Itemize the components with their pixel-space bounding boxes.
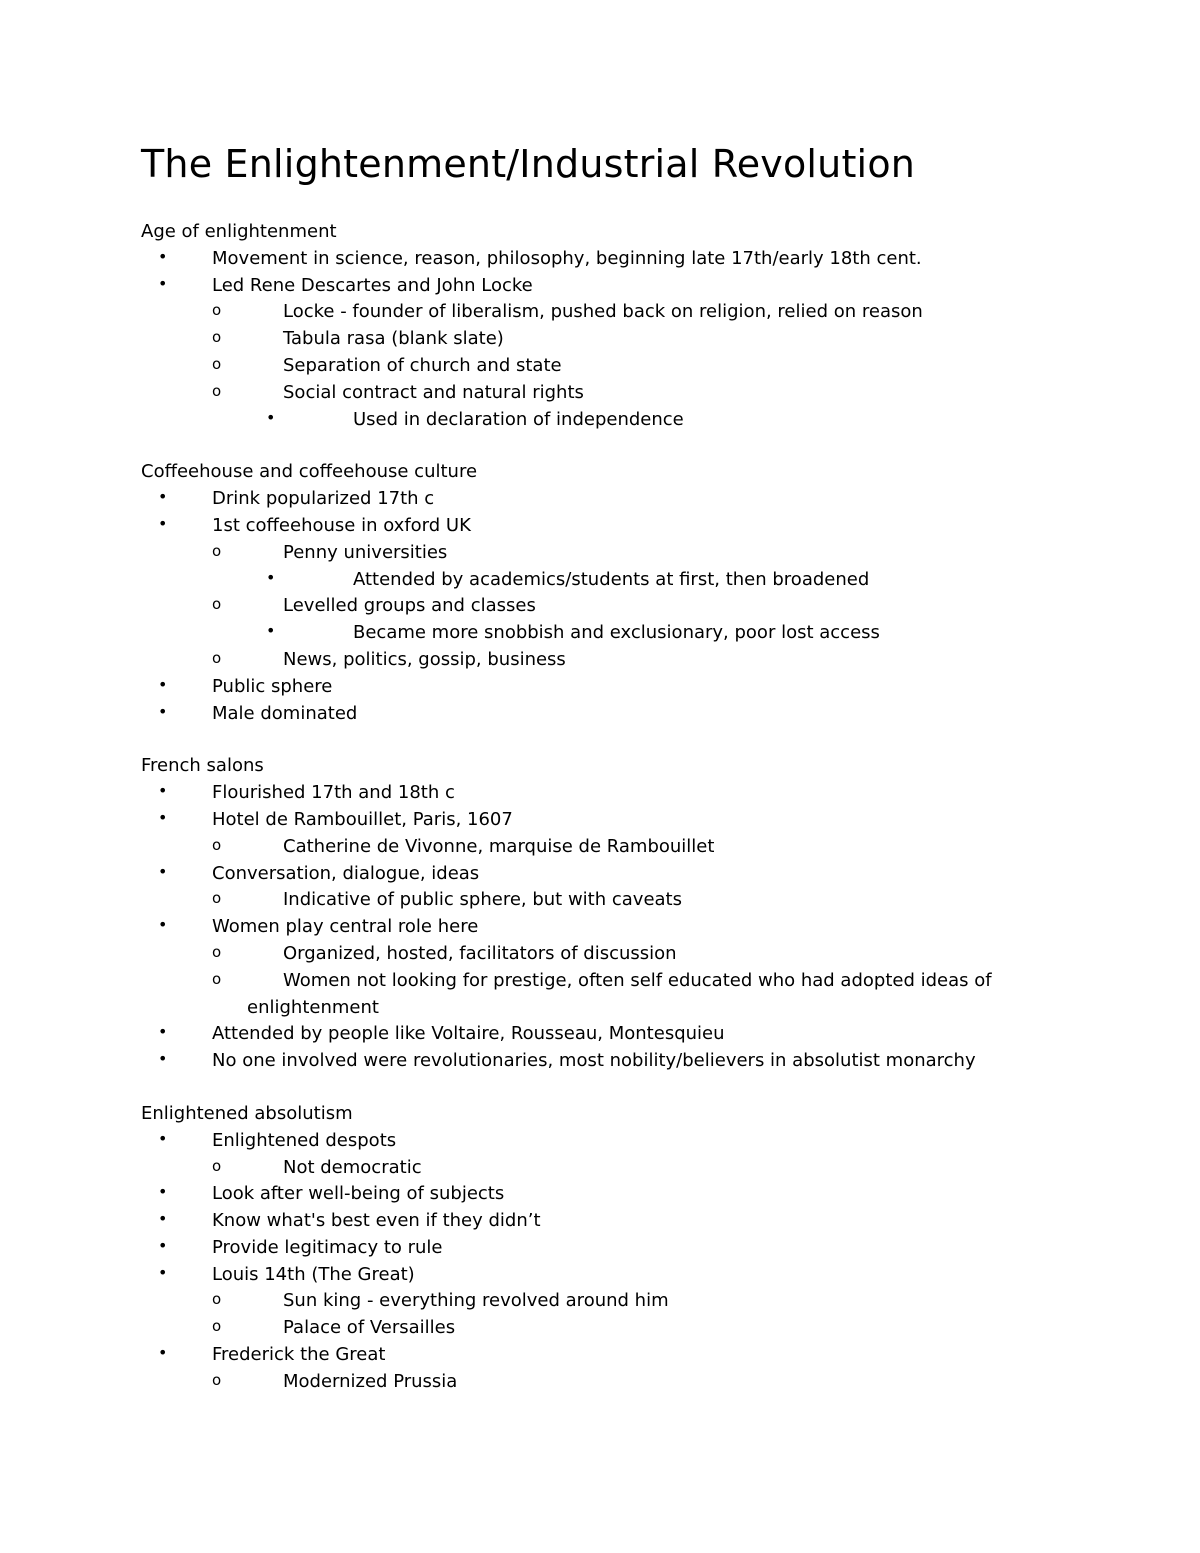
list-item [141,593,1041,620]
page-title: The Enlightenment/Industrial Revolution [141,142,916,186]
list-item [141,540,1041,567]
list-item-text: Male dominated [212,702,358,724]
section [141,219,1041,433]
list-item [141,353,1041,380]
list-item-text: Became more snobbish and exclusionary, poor lost access [353,622,880,644]
list-item-text: Used in declaration of independence [353,408,684,430]
list-item [141,513,1041,540]
bullet-icon: • [158,674,168,694]
bullet-list [141,1128,1041,1396]
list-item [141,273,1041,300]
notes-body [141,219,1041,1396]
list-item-text: Know what's best even if they didn’t [212,1210,541,1232]
list-item [141,407,1041,434]
section [141,459,1041,727]
list-item [141,1342,1041,1369]
list-item [141,941,1041,968]
bullet-icon: • [158,487,168,507]
list-item [141,1208,1041,1235]
list-item-text: Locke - founder of liberalism, pushed back on religion, relied on reason [283,301,923,323]
list-item [141,807,1041,834]
hollow-bullet-icon: o [212,1156,222,1175]
list-item [141,380,1041,407]
hollow-bullet-icon: o [212,1370,222,1389]
hollow-bullet-icon: o [212,354,222,373]
list-item-text: Louis 14th (The Great) [212,1263,415,1285]
list-item [141,486,1041,513]
list-item-text: Modernized Prussia [283,1370,458,1392]
list-item-text: Social contract and natural rights [283,381,584,403]
list-item-text: Attended by people like Voltaire, Rousseau, Montesquieu [212,1023,725,1045]
list-item-text: Provide legitimacy to rule [212,1236,443,1258]
bullet-icon: • [266,567,276,587]
section-heading: Age of enlightenment [141,221,337,242]
bullet-icon: • [266,621,276,641]
bullet-icon: • [158,1343,168,1363]
bullet-icon: • [158,701,168,721]
list-item [141,647,1041,674]
hollow-bullet-icon: o [212,889,222,908]
list-item [141,620,1041,647]
hollow-bullet-icon: o [212,541,222,560]
list-item [141,1181,1041,1208]
bullet-icon: • [158,807,168,827]
list-item-text: News, politics, gossip, business [283,648,566,670]
list-item [141,1369,1041,1396]
list-item-text: Separation of church and state [283,354,562,376]
list-item-text: Sun king - everything revolved around him [283,1290,669,1312]
list-item [141,567,1041,594]
document-page [141,138,1041,1422]
list-item-text: Conversation, dialogue, ideas [212,862,480,884]
list-item [141,1262,1041,1289]
bullet-icon: • [158,513,168,533]
bullet-list [141,780,1041,1075]
list-item [141,674,1041,701]
list-item [141,968,1041,1022]
bullet-icon: • [158,1022,168,1042]
bullet-icon: • [158,246,168,266]
list-item-text: Attended by academics/students at first, then broadened [353,568,870,590]
list-item-text: Look after well-being of subjects [212,1183,505,1205]
bullet-icon: • [158,1262,168,1282]
list-item-text: Levelled groups and classes [283,595,536,617]
hollow-bullet-icon: o [212,969,222,988]
list-item-text: Frederick the Great [212,1344,386,1366]
list-item [141,1315,1041,1342]
list-item [141,887,1041,914]
bullet-icon: • [158,861,168,881]
list-item-text: No one involved were revolutionaries, most nobility/believers in absolutist monarchy [212,1050,976,1072]
list-item-text: Women not looking for prestige, often self educated who had adopted ideas of [283,969,992,991]
hollow-bullet-icon: o [212,942,222,961]
section-heading: Enlightened absolutism [141,1102,353,1124]
hollow-bullet-icon: o [212,835,222,854]
section [141,1101,1041,1396]
list-item [141,1128,1041,1155]
list-item-text: Catherine de Vivonne, marquise de Rambouillet [283,835,715,857]
list-item-text: Movement in science, reason, philosophy, beginning late 17th/early 18th cent. [212,247,922,269]
hollow-bullet-icon: o [212,381,222,400]
hollow-bullet-icon: o [212,301,222,320]
bullet-list [141,246,1041,434]
hollow-bullet-icon: o [212,328,222,347]
section-heading: Coffeehouse and coffeehouse culture [141,461,478,483]
list-item-text: Not democratic [283,1156,422,1178]
list-item-text: Indicative of public sphere, but with caveats [283,889,682,911]
list-item-text-continuation: enlightenment [247,996,379,1018]
bullet-icon: • [158,1128,168,1148]
bullet-icon: • [158,1182,168,1202]
hollow-bullet-icon: o [212,1290,222,1309]
hollow-bullet-icon: o [212,1317,222,1336]
list-item-text: Led Rene Descartes and John Locke [212,274,533,296]
list-item [141,1235,1041,1262]
list-item-text: Enlightened despots [212,1129,397,1151]
list-item-text: Organized, hosted, facilitators of discussion [283,942,677,964]
bullet-icon: • [266,407,276,427]
list-item-text: Flourished 17th and 18th c [212,782,455,804]
list-item [141,246,1041,273]
list-item [141,1155,1041,1182]
list-item [141,780,1041,807]
list-item [141,861,1041,888]
bullet-icon: • [158,1235,168,1255]
list-item [141,914,1041,941]
list-item [141,1021,1041,1048]
bullet-list [141,486,1041,727]
section [141,753,1041,1075]
list-item-text: Palace of Versailles [283,1317,456,1339]
list-item [141,834,1041,861]
list-item [141,326,1041,353]
list-item-text: 1st coffeehouse in oxford UK [212,514,471,536]
hollow-bullet-icon: o [212,648,222,667]
list-item-text: Hotel de Rambouillet, Paris, 1607 [212,808,513,830]
list-item [141,701,1041,728]
hollow-bullet-icon: o [212,595,222,614]
bullet-icon: • [158,1049,168,1069]
bullet-icon: • [158,273,168,293]
list-item [141,1288,1041,1315]
bullet-icon: • [158,1209,168,1229]
list-item-text: Drink popularized 17th c [212,488,435,510]
section-heading: French salons [141,755,264,777]
list-item [141,1048,1041,1075]
bullet-icon: • [158,915,168,935]
list-item-text: Tabula rasa (blank slate) [283,328,504,350]
list-item-text: Public sphere [212,675,333,697]
list-item-text: Women play central role here [212,916,479,938]
bullet-icon: • [158,781,168,801]
list-item-text: Penny universities [283,541,448,563]
list-item [141,299,1041,326]
